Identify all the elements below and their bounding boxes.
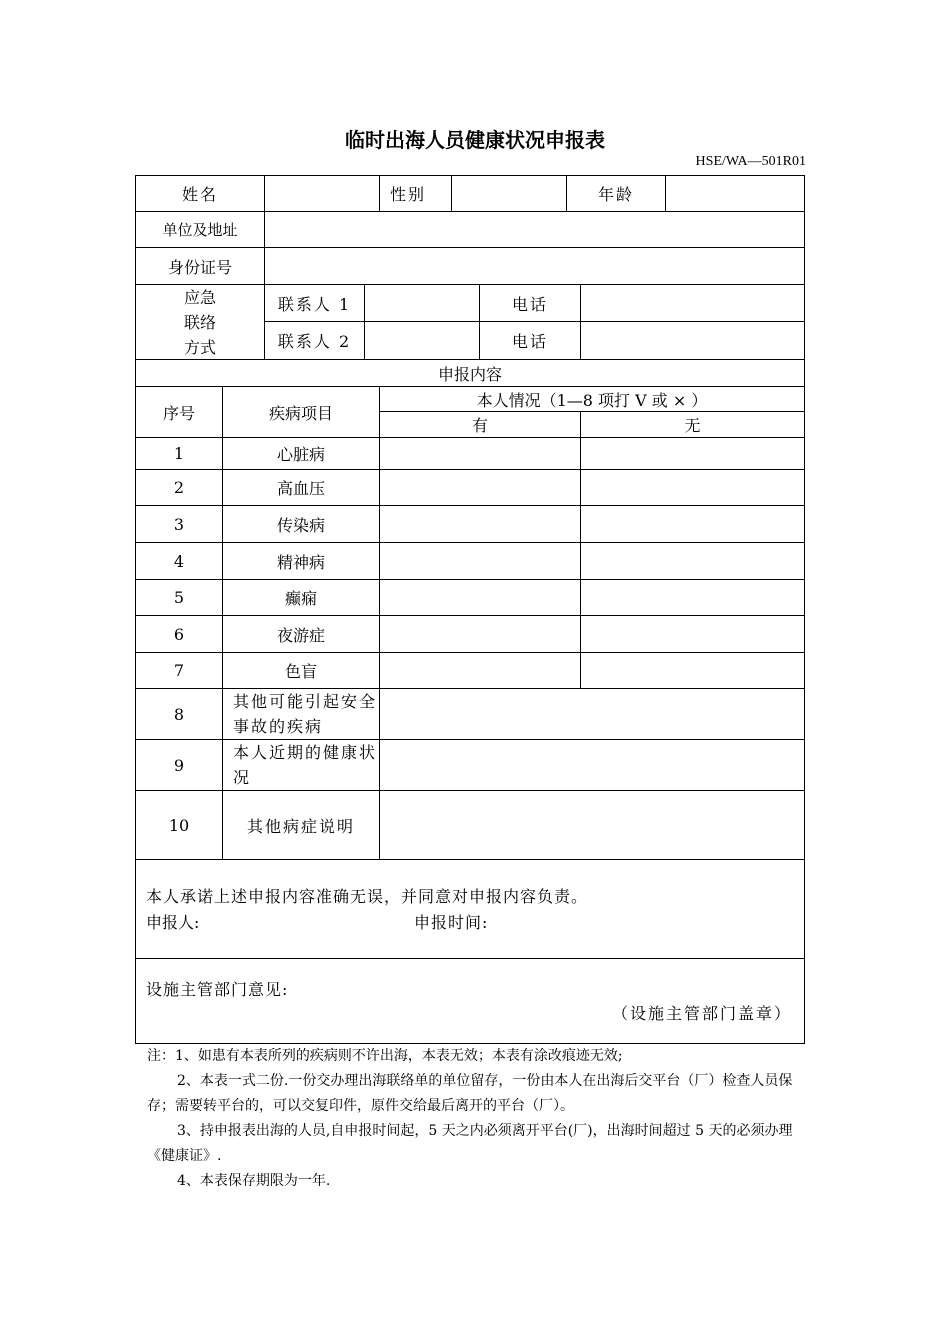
item-number: 5 bbox=[135, 579, 223, 616]
emergency-contact-label bbox=[135, 284, 265, 360]
item-no-cell[interactable] bbox=[580, 505, 805, 543]
phone2-field[interactable] bbox=[580, 321, 805, 360]
opinion-section bbox=[135, 958, 805, 1044]
emergency-label-line: 联络 bbox=[183, 312, 216, 332]
id-number-label: 身份证号 bbox=[135, 247, 265, 285]
item-yes-cell[interactable] bbox=[379, 615, 581, 653]
item-yes-cell[interactable] bbox=[379, 437, 581, 470]
item-disease: 癫痫 bbox=[222, 579, 380, 616]
item-no-cell[interactable] bbox=[580, 652, 805, 689]
note-line: 4、本表保存期限为一年. bbox=[177, 1173, 331, 1189]
item-number: 3 bbox=[135, 505, 223, 543]
item-number: 6 bbox=[135, 615, 223, 653]
item-disease: 传染病 bbox=[222, 505, 380, 543]
gender-label: 性别 bbox=[379, 175, 452, 212]
form-title: 临时出海人员健康状况申报表 bbox=[345, 128, 605, 152]
item-disease: 本人近期的健康状况 bbox=[222, 739, 380, 791]
item-detail-cell[interactable] bbox=[379, 790, 805, 860]
item-disease: 高血压 bbox=[222, 469, 380, 506]
stamp-label: （设施主管部门盖章） bbox=[611, 1004, 792, 1023]
declarant-label: 申报人: bbox=[146, 913, 200, 932]
item-yes-cell[interactable] bbox=[379, 542, 581, 580]
item-number: 1 bbox=[135, 437, 223, 470]
note-line: 注：1、如患有本表所列的疾病则不许出海，本表无效；本表有涂改痕迹无效; bbox=[147, 1048, 623, 1064]
status-header: 本人情况（1—8 项打 V 或 × ） bbox=[379, 386, 805, 412]
commitment-text: 本人承诺上述申报内容准确无误，并同意对申报内容负责。 bbox=[146, 887, 589, 906]
item-disease: 其他可能引起安全事故的疾病 bbox=[222, 688, 380, 740]
phone1-label: 电话 bbox=[479, 284, 581, 322]
unit-address-label: 单位及地址 bbox=[135, 211, 265, 248]
no-header: 无 bbox=[580, 411, 805, 438]
item-no-cell[interactable] bbox=[580, 579, 805, 616]
name-label: 姓名 bbox=[135, 175, 265, 212]
disease-header: 疾病项目 bbox=[222, 386, 380, 438]
yes-header: 有 bbox=[379, 411, 581, 438]
name-field[interactable] bbox=[264, 175, 380, 212]
emergency-label-line: 方式 bbox=[183, 337, 216, 357]
contact1-field[interactable] bbox=[364, 284, 480, 322]
phone1-field[interactable] bbox=[580, 284, 805, 322]
contact2-label: 联系人 2 bbox=[264, 321, 365, 360]
document-code: HSE/WA—501R01 bbox=[695, 154, 806, 169]
item-number: 7 bbox=[135, 652, 223, 689]
item-disease: 其他病症说明 bbox=[222, 790, 380, 860]
item-number: 2 bbox=[135, 469, 223, 506]
notes bbox=[147, 1044, 807, 1194]
contact2-field[interactable] bbox=[364, 321, 480, 360]
item-number: 9 bbox=[135, 739, 223, 791]
item-detail-cell[interactable] bbox=[379, 688, 805, 740]
item-disease: 夜游症 bbox=[222, 615, 380, 653]
item-yes-cell[interactable] bbox=[379, 579, 581, 616]
age-label: 年龄 bbox=[566, 175, 666, 212]
item-number: 4 bbox=[135, 542, 223, 580]
opinion-label: 设施主管部门意见: bbox=[146, 980, 289, 999]
contact1-label: 联系人 1 bbox=[264, 284, 365, 322]
item-yes-cell[interactable] bbox=[379, 652, 581, 689]
phone2-label: 电话 bbox=[479, 321, 581, 360]
emergency-label-line: 应急 bbox=[183, 287, 216, 307]
item-detail-cell[interactable] bbox=[379, 739, 805, 791]
item-disease: 心脏病 bbox=[222, 437, 380, 470]
gender-field[interactable] bbox=[451, 175, 567, 212]
age-field[interactable] bbox=[665, 175, 805, 212]
commitment-section bbox=[135, 859, 805, 959]
item-yes-cell[interactable] bbox=[379, 505, 581, 543]
declaration-time-label: 申报时间: bbox=[414, 913, 489, 932]
item-no-cell[interactable] bbox=[580, 469, 805, 506]
id-number-field[interactable] bbox=[264, 247, 805, 285]
item-disease: 精神病 bbox=[222, 542, 380, 580]
item-no-cell[interactable] bbox=[580, 437, 805, 470]
item-number: 8 bbox=[135, 688, 223, 740]
item-number: 10 bbox=[135, 790, 223, 860]
declaration-section-header: 申报内容 bbox=[135, 359, 805, 387]
item-no-cell[interactable] bbox=[580, 615, 805, 653]
item-disease: 色盲 bbox=[222, 652, 380, 689]
item-no-cell[interactable] bbox=[580, 542, 805, 580]
note-line: 2、本表一式二份.一份交办理出海联络单的单位留存，一份由本人在出海后交平台（厂）检查人员保存；需要转平台的，可以交复印件，原件交给最后离开的平台（厂）。 bbox=[147, 1073, 793, 1114]
seq-header: 序号 bbox=[135, 386, 223, 438]
note-line: 3、持申报表出海的人员,自申报时间起，5 天之内必须离开平台(厂)，出海时间超过 5 天的必须办理《健康证》. bbox=[147, 1123, 793, 1164]
item-yes-cell[interactable] bbox=[379, 469, 581, 506]
unit-address-field[interactable] bbox=[264, 211, 805, 248]
